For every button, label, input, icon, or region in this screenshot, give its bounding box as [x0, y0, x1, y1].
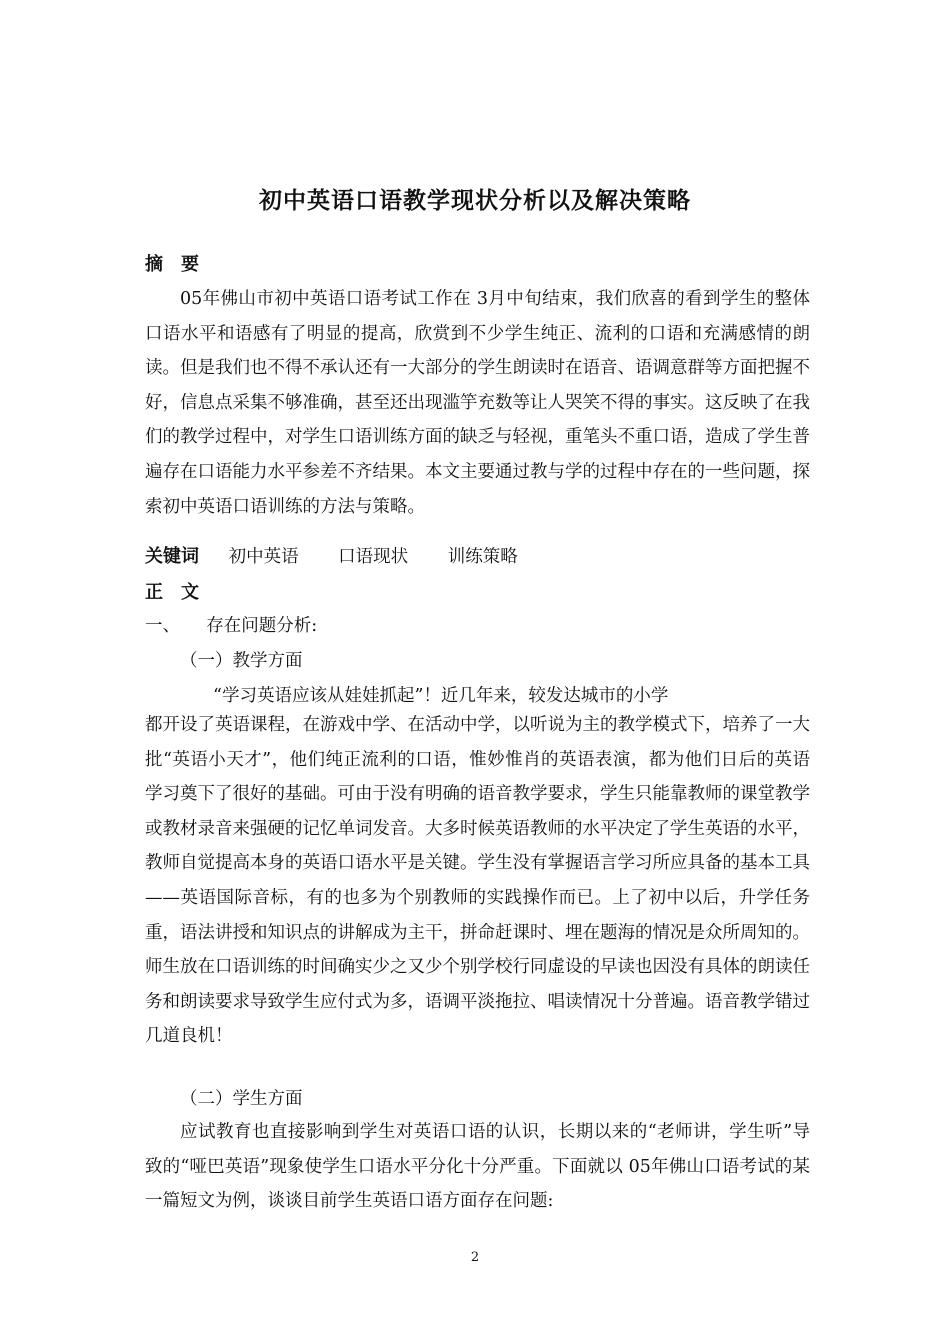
section-title: 一、 存在问题分析:	[145, 616, 318, 636]
keyword-item: 口语现状	[338, 547, 409, 567]
keyword-item: 训练策略	[447, 547, 518, 567]
keywords-label: 关键词	[145, 546, 199, 567]
teaching-first-line: “学习英语应该从娃娃抓起”！近几年来，较发达城市的小学	[213, 686, 669, 706]
body-heading: 正 文	[145, 582, 199, 603]
teaching-paragraph: 都开设了英语课程，在游戏中学、在活动中学，以听说为主的教学模式下，培养了一大批“英语小天才”，他们纯正流利的口语，惟妙惟肖的英语表演，都为他们日后的英语学习奠下了很好的基础。可由于没有明确的语音教学要求，学生只能靠教师的课堂教学或教材录音来强硬的记忆单词发音。大多时候英语教师的水平决定了学生英语的水平，教师自觉提高本身的英语口语水平是关键。学生没有掌握语言学习所应具备的基本工具——英语国际音标，有的也多为个别教师的实践操作而已。上了初中以后，升学任务重，语法讲授和知识点的讲解成为主干，拼命赶课时、埋在题海的情况是众所周知的。师生放在口语训练的时间确实少之又少个别学校行同虚设的早读也因没有具体的朗读任务和朗读要求导致学生应付式为多，语调平淡拖拉、唱读情况十分普遍。语音教学错过几道良机！	[145, 715, 810, 1047]
students-paragraph: 应试教育也直接影响到学生对英语口语的认识，长期以来的“老师讲，学生听”导致的“哑巴英语”现象使学生口语水平分化十分严重。下面就以 05年佛山口语考试的某一篇短文为例，谈谈目前学生英语口语方面存在问题:	[145, 1122, 810, 1212]
document-title: 初中英语口语教学现状分析以及解决策略	[259, 188, 691, 214]
page-number: 2	[470, 1250, 480, 1265]
abstract-paragraph: 05年佛山市初中英语口语考试工作在 3月中旬结束，我们欣喜的看到学生的整体口语水平和语感有了明显的提高，欣赏到不少学生纯正、流利的口语和充满感情的朗读。但是我们也不得不承认还有一大部分的学生朗读时在语音、语调意群等方面把握不好，信息点采集不够准确，甚至还出现滥竽充数等让人哭笑不得的事实。这反映了在我们的教学过程中，对学生口语训练方面的缺乏与轻视，重笔头不重口语，造成了学生普遍存在口语能力水平参差不齐结果。本文主要通过教与学的过程中存在的一些问题，探索初中英语口语训练的方法与策略。	[145, 289, 810, 517]
keyword-item: 初中英语	[228, 547, 299, 567]
keywords-line	[145, 542, 552, 568]
abstract-heading: 摘 要	[145, 254, 199, 275]
subsection-title-students: （二）学生方面	[180, 1089, 303, 1109]
subsection-title-teaching: （一）教学方面	[180, 651, 303, 671]
